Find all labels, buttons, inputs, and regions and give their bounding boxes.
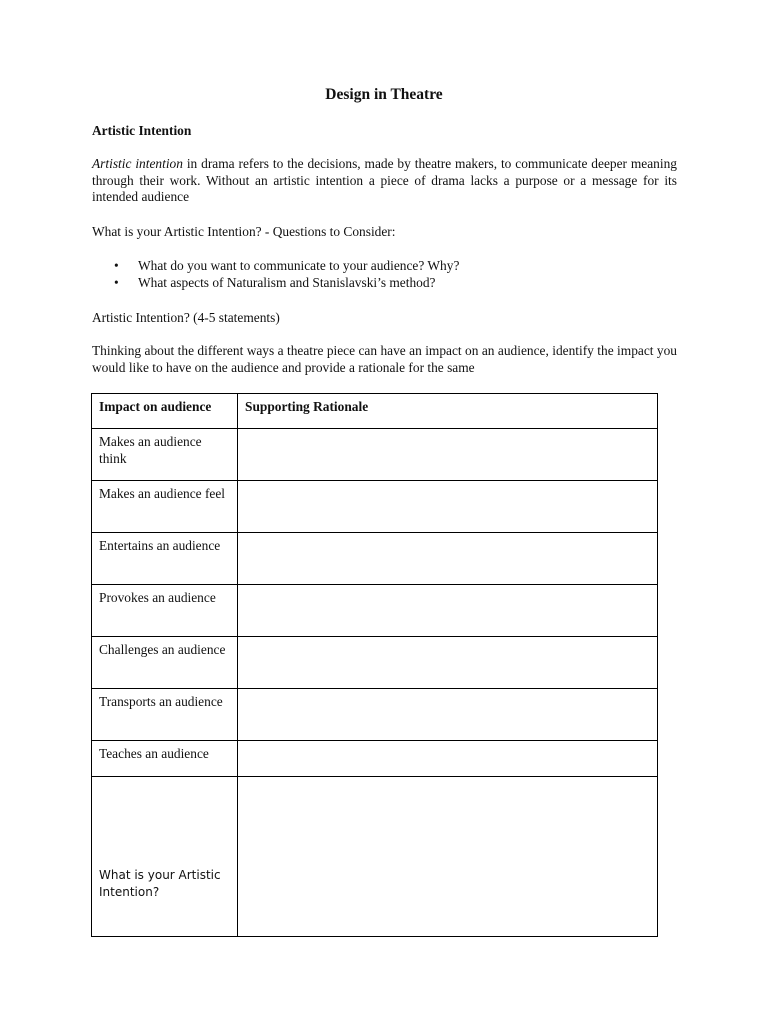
table-row [92,637,658,689]
impact-cell: Provokes an audience [92,585,238,637]
question-list [92,258,459,292]
bullet-icon: • [114,275,119,290]
table-row [92,481,658,533]
intro-text: in drama refers to the decisions, made by theatre makers, to communicate deeper meaning through their work. Without an artistic intention a piece of drama lacks a purpose or a message for its intended audience [92,156,677,204]
artistic-intention-label: What is your Artistic Intention? [92,777,238,937]
impact-cell: Transports an audience [92,689,238,741]
impact-cell: Entertains an audience [92,533,238,585]
document-title: Design in Theatre [325,86,443,103]
questions-prompt: What is your Artistic Intention? - Questions to Consider: [92,224,396,239]
impact-table [91,393,658,937]
list-item-text: What aspects of Naturalism and Stanislavski’s method? [138,275,436,290]
table-row [92,741,658,777]
list-item-text: What do you want to communicate to your audience? Why? [138,258,460,273]
impact-cell: Makes an audience feel [92,481,238,533]
rationale-cell[interactable] [238,429,658,481]
table-header-row [92,394,658,429]
impact-cell: Challenges an audience [92,637,238,689]
table-row [92,533,658,585]
intro-term: Artistic intention [92,156,183,171]
table-row [92,585,658,637]
rationale-cell[interactable] [238,533,658,585]
impact-cell: Teaches an audience [92,741,238,777]
bullet-icon: • [114,258,119,273]
section-heading: Artistic Intention [92,123,192,138]
statements-prompt: Artistic Intention? (4-5 statements) [92,310,280,325]
rationale-cell[interactable] [238,481,658,533]
rationale-cell[interactable] [238,585,658,637]
table-row [92,689,658,741]
list-item [92,275,459,292]
header-rationale: Supporting Rationale [238,394,658,429]
rationale-cell[interactable] [238,689,658,741]
intro-paragraph [92,156,677,206]
table-row [92,429,658,481]
rationale-cell[interactable] [238,741,658,777]
rationale-cell[interactable] [238,637,658,689]
header-impact: Impact on audience [92,394,238,429]
list-item [92,258,459,275]
artistic-intention-row [92,777,658,937]
artistic-intention-answer[interactable] [238,777,658,937]
instructions-paragraph: Thinking about the different ways a theatre piece can have an impact on an audience, identify the impact you would like to have on the audience and provide a rationale for the same [92,343,677,375]
impact-cell: Makes an audience think [92,429,238,481]
